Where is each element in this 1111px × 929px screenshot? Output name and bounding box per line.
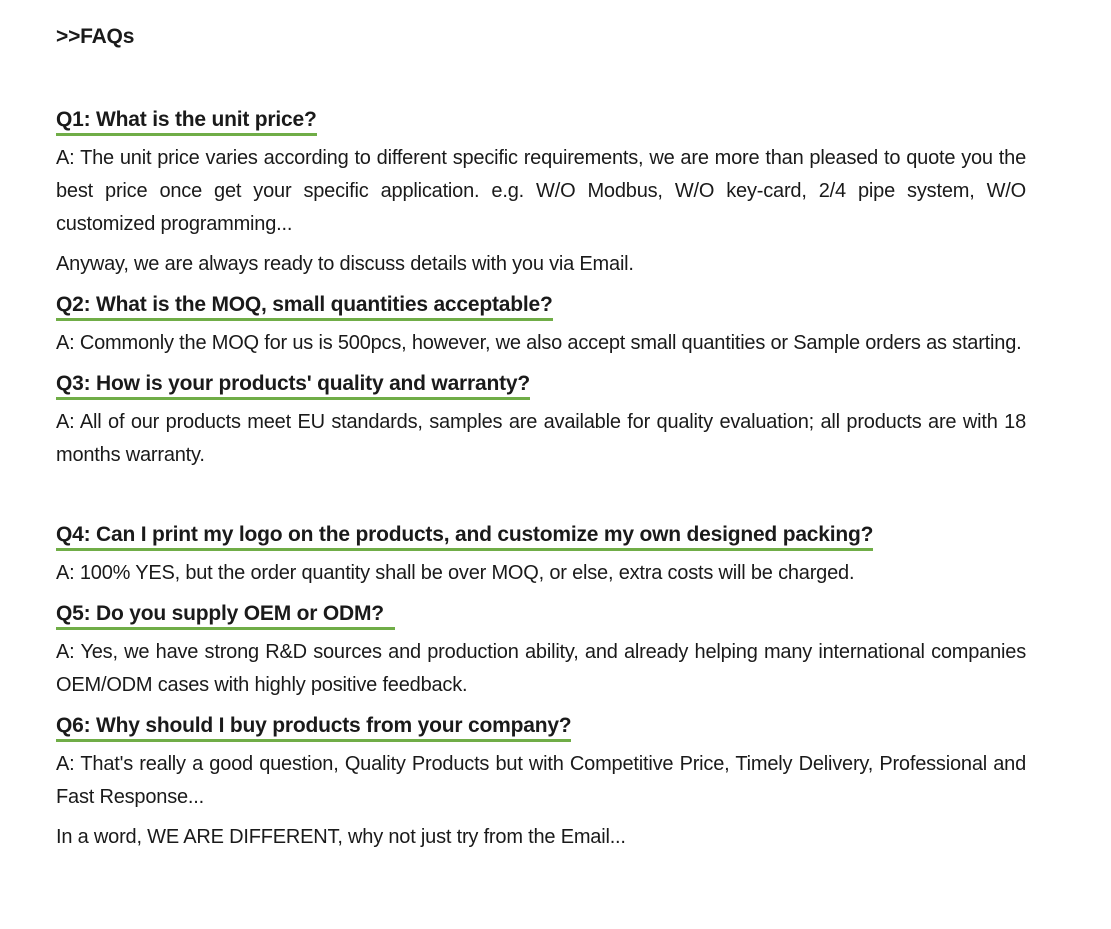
faq-question-text: Q4: Can I print my logo on the products, and customize my own designed packing? xyxy=(56,523,873,551)
faq-question-q5 xyxy=(56,597,1026,630)
faq-question-q6 xyxy=(56,709,1026,742)
faq-answer-q1-p1: A: The unit price varies according to different specific requirements, we are more than pleased to quote you the best price once get your specific application. e.g. W/O Modbus, W/O key-card, 2/4 pipe system, W/O customized programming... xyxy=(56,147,1026,235)
faq-question-text: Q3: How is your products' quality and warranty? xyxy=(56,372,530,400)
faq-answer-q3-p1: A: All of our products meet EU standards, samples are available for quality evaluation; all products are with 18 months warranty. xyxy=(56,411,1026,466)
faq-question-q4 xyxy=(56,518,1026,551)
faq-question-text: Q5: Do you supply OEM or ODM? xyxy=(56,602,395,630)
faq-answer-q5-p1: A: Yes, we have strong R&D sources and production ability, and already helping many international companies OEM/ODM cases with highly positive feedback. xyxy=(56,641,1026,696)
faq-item-q5 xyxy=(56,597,1026,702)
faq-item-q6 xyxy=(56,709,1026,854)
faq-question-q1 xyxy=(56,103,1026,136)
faq-answer-q6-p1: A: That's really a good question, Quality Products but with Competitive Price, Timely Delivery, Professional and Fast Response... xyxy=(56,753,1026,808)
faq-item-q4 xyxy=(56,518,1026,590)
faq-item-q3 xyxy=(56,367,1026,472)
faq-answer-q6-p2: In a word, WE ARE DIFFERENT, why not just try from the Email... xyxy=(56,826,626,848)
faq-question-q2 xyxy=(56,288,1026,321)
faqs-title: >>FAQs xyxy=(56,25,135,48)
faq-question-q3 xyxy=(56,367,1026,400)
faq-answer-q4-p1: A: 100% YES, but the order quantity shall be over MOQ, or else, extra costs will be charged. xyxy=(56,562,855,584)
faq-question-text: Q1: What is the unit price? xyxy=(56,108,317,136)
faq-item-q1 xyxy=(56,103,1026,281)
faq-question-text: Q6: Why should I buy products from your company? xyxy=(56,714,571,742)
faq-question-text: Q2: What is the MOQ, small quantities acceptable? xyxy=(56,293,553,321)
faq-item-q2 xyxy=(56,288,1026,360)
faq-answer-q2-p1: A: Commonly the MOQ for us is 500pcs, however, we also accept small quantities or Sample orders as starting. xyxy=(56,332,1022,354)
faq-answer-q1-p2: Anyway, we are always ready to discuss details with you via Email. xyxy=(56,253,634,275)
